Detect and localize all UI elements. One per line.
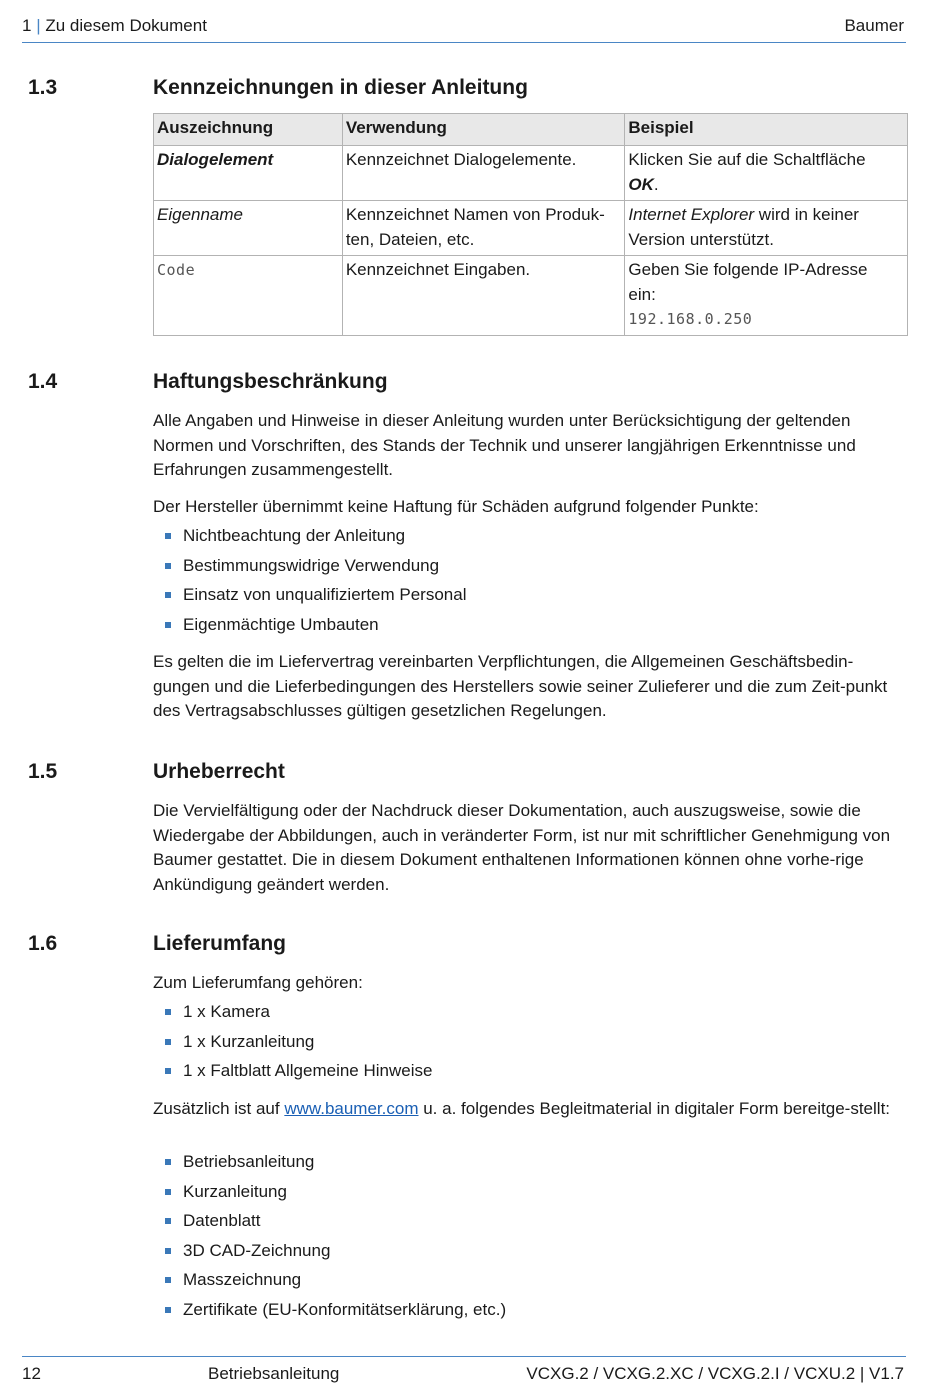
dialog-element-label: Dialogelement: [157, 150, 274, 169]
list-item-text: Einsatz von unqualifiziertem Personal: [183, 585, 467, 605]
bullet-square-icon: [165, 1039, 171, 1045]
list-item: [153, 613, 466, 643]
list-item-text: Eigenmächtige Umbauten: [183, 614, 379, 634]
column-header-example: Beispiel: [625, 114, 908, 146]
header-chapter-number: 1: [22, 16, 32, 35]
scope-text: Zusätzlich ist auf: [153, 1099, 285, 1118]
list-item-text: Masszeichnung: [183, 1270, 302, 1290]
page-number: 12: [22, 1364, 41, 1383]
bullet-square-icon: [165, 533, 171, 539]
table-header-row: [154, 114, 908, 146]
scope-text: u. a. folgendes Begleitmaterial in digitaler Form bereitge-stellt:: [418, 1099, 891, 1118]
table-cell-markup: [154, 146, 343, 201]
bullet-square-icon: [165, 1277, 171, 1283]
example-text: Klicken Sie auf die Schaltfläche: [628, 150, 866, 169]
example-ok: OK: [628, 174, 654, 194]
usage-line-2: ten, Dateien, etc.: [345, 229, 475, 249]
usage-line-1: Kennzeichnet Namen von Produk-: [345, 205, 605, 224]
table-row: [154, 146, 908, 201]
list-item-text: Datenblatt: [183, 1211, 261, 1231]
list-item: [153, 1180, 506, 1210]
bullet-square-icon: [165, 622, 171, 628]
liability-paragraph-2: Der Hersteller übernimmt keine Haftung für Schäden aufgrund folgender Punkte:: [153, 497, 759, 516]
table-cell-example: [625, 256, 908, 336]
bullet-square-icon: [165, 563, 171, 569]
bullet-square-icon: [165, 1248, 171, 1254]
example-proper-name: Internet Explorer: [628, 205, 755, 224]
table-row: [154, 256, 908, 336]
list-item-text: 1 x Kamera: [183, 1002, 270, 1021]
section-title-1-6: Lieferumfang: [153, 932, 287, 955]
bullet-square-icon: [165, 1159, 171, 1165]
bullet-square-icon: [165, 1189, 171, 1195]
liability-list: [153, 524, 466, 642]
table-cell-markup: [154, 201, 343, 256]
list-item-text: 1 x Kurzanleitung: [183, 1031, 315, 1051]
example-text: ein:: [628, 284, 656, 304]
list-item: [153, 524, 466, 554]
list-item-text: 3D CAD-Zeichnung: [183, 1240, 331, 1260]
list-item: [153, 1150, 506, 1180]
header-brand: Baumer: [844, 16, 904, 35]
liability-paragraph-3: Es gelten die im Liefervertrag vereinbarten Verpflichtungen, die Allgemeinen Geschäftsbedin-gungen und die Lieferbedingungen des Herstellers sowie seiner Zulieferer und die zum Zeit-punkt des Vertragsabschlusses gültigen gesetzlichen Regelungen.: [153, 652, 888, 720]
section-title-1-4: Haftungsbeschränkung: [153, 370, 388, 393]
list-item-text: Kurzanleitung: [183, 1181, 287, 1201]
code-label: Code: [157, 261, 196, 279]
bullet-square-icon: [165, 1068, 171, 1074]
documents-list: [153, 1150, 506, 1328]
page-footer: [22, 1356, 906, 1387]
table-cell-usage: Kennzeichnet Eingaben.: [342, 256, 625, 336]
table-cell-example: [625, 201, 908, 256]
column-header-markup: Auszeichnung: [154, 114, 343, 146]
page-header: [22, 14, 906, 43]
list-item: [153, 1209, 506, 1239]
header-separator: |: [36, 16, 41, 35]
list-item: [153, 1000, 432, 1030]
list-item: [153, 1239, 506, 1269]
section-title-1-3: Kennzeichnungen in dieser Anleitung: [153, 76, 528, 99]
table-cell-usage: [342, 201, 625, 256]
copyright-paragraph: Die Vervielfältigung oder der Nachdruck dieser Dokumentation, auch auszugsweise, sowie die Wiedergabe der Abbildungen, auch in veränderter Form, ist nur mit schriftlicher Genehmigung von Baumer gestattet. Die in diesem Dokument enthaltenen Informationen können ohne vorhe-rige Ankündigung geändert werden.: [153, 801, 891, 894]
example-text: Version unterstützt.: [628, 229, 774, 249]
list-item: [153, 1030, 432, 1060]
table-cell-usage: Kennzeichnet Dialogelemente.: [342, 146, 625, 201]
list-item: [153, 1298, 506, 1328]
section-number-1-4: 1.4: [28, 370, 58, 393]
list-item: [153, 1059, 432, 1089]
bullet-square-icon: [165, 1218, 171, 1224]
list-item-text: 1 x Faltblatt Allgemeine Hinweise: [183, 1061, 433, 1081]
bullet-square-icon: [165, 1307, 171, 1313]
example-text: wird in keiner: [754, 205, 859, 224]
example-period: .: [653, 174, 659, 194]
list-item: [153, 583, 466, 613]
header-chapter-title: Zu diesem Dokument: [45, 16, 207, 35]
list-item-text: Nichtbeachtung der Anleitung: [183, 526, 406, 545]
scope-paragraph-1: Zum Lieferumfang gehören:: [153, 973, 363, 992]
section-number-1-3: 1.3: [28, 76, 58, 99]
liability-paragraph-1: Alle Angaben und Hinweise in dieser Anleitung wurden unter Berücksichtigung der geltenden Normen und Vorschriften, des Stands der Technik und unserer langjährigen Erkenntnisse und Erfahrungen zusammengestellt.: [153, 411, 856, 479]
table-cell-markup: [154, 256, 343, 336]
scope-paragraph-2: [153, 1097, 901, 1122]
footer-models: VCXG.2 / VCXG.2.XC / VCXG.2.I / VCXU.2 | V1.7: [526, 1364, 904, 1383]
list-item: [153, 1268, 506, 1298]
section-number-1-5: 1.5: [28, 760, 58, 783]
section-title-1-5: Urheberrecht: [153, 760, 285, 783]
list-item-text: Betriebsanleitung: [183, 1152, 315, 1171]
list-item: [153, 554, 466, 584]
list-item-text: Bestimmungswidrige Verwendung: [183, 555, 440, 575]
scope-list: [153, 1000, 432, 1089]
example-ip-address: 192.168.0.250: [628, 310, 753, 328]
bullet-square-icon: [165, 592, 171, 598]
list-item-text: Zertifikate (EU-Konformitätserklärung, etc.): [183, 1299, 507, 1319]
markup-table: [153, 113, 908, 336]
section-number-1-6: 1.6: [28, 932, 58, 955]
example-text: Geben Sie folgende IP-Adresse: [628, 260, 868, 279]
baumer-website-link[interactable]: www.baumer.com: [284, 1099, 419, 1118]
proper-name-label: Eigenname: [157, 205, 244, 224]
table-row: [154, 201, 908, 256]
bullet-square-icon: [165, 1009, 171, 1015]
footer-doc-type: Betriebsanleitung: [208, 1364, 340, 1383]
header-chapter: [22, 16, 207, 36]
column-header-usage: Verwendung: [342, 114, 625, 146]
table-cell-example: [625, 146, 908, 201]
